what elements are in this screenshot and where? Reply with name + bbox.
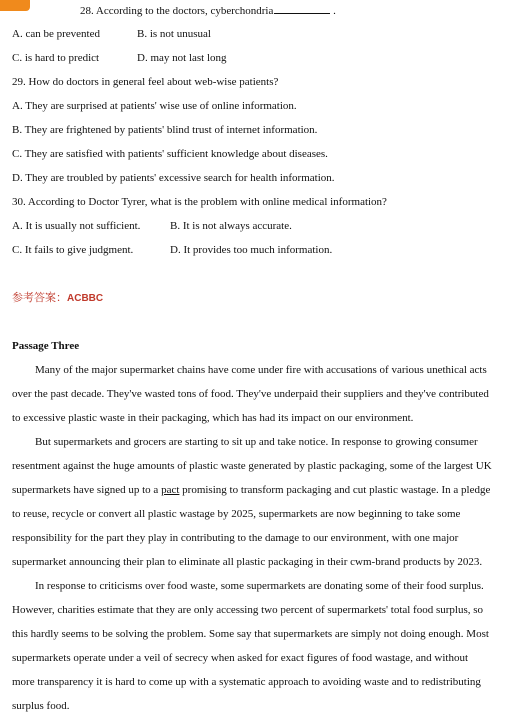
passage-line: However, charities estimate that they are only accessing two percent of supermarkets' total food surplus, so	[12, 604, 484, 616]
answer-key-value: ACBBC	[67, 293, 104, 304]
passage-line: In response to criticisms over food waste, some supermarkets are donating some of their food surplus.	[35, 580, 484, 592]
question-28-end: .	[330, 5, 336, 17]
passage-heading: Passage Three	[12, 340, 80, 352]
q29-option-a: A. They are surprised at patients' wise use of online information.	[12, 100, 297, 112]
q29-option-c: C. They are satisfied with patients' sufficient knowledge about diseases.	[12, 148, 328, 160]
question-28-stem	[80, 3, 336, 18]
passage-line: more transparency it is hard to come up with a systematic approach to avoiding waste and to redistributing	[12, 676, 481, 688]
underlined-word: pact	[161, 484, 180, 496]
passage-line: responsibility for the part they play in contributing to the damage to our environment, with one major	[12, 532, 459, 544]
q28-option-d: D. may not last long	[137, 52, 227, 64]
passage-line: this hardly seems to be solving the problem. Some say that supermarkets are simply not doing enough. Most	[12, 628, 489, 640]
q30-option-d: D. It provides too much information.	[170, 244, 333, 256]
brand-logo-icon	[0, 0, 30, 11]
passage-line: surplus food.	[12, 700, 70, 712]
passage-text: promising to transform packaging and cut plastic wastage. In a pledge	[182, 484, 491, 496]
passage-line	[12, 483, 490, 497]
passage-line: But supermarkets and grocers are starting to sit up and take notice. In response to growing consumer	[35, 436, 478, 448]
passage-line: to reuse, recycle or convert all plastic wastage by 2025, supermarkets are now beginning to take some	[12, 508, 461, 520]
passage-line: over the past decade. They've wasted tons of food. They've underpaid their suppliers and they've contributed	[12, 388, 489, 400]
passage-line: supermarkets operate under a veil of secrecy when asked for exact figures of food wastage, and without	[12, 652, 469, 664]
q29-option-b: B. They are frightened by patients' blind trust of internet information.	[12, 124, 318, 136]
q28-option-a: A. can be prevented	[12, 28, 100, 40]
answer-blank	[274, 3, 330, 14]
question-28-text: 28. According to the doctors, cyberchondria	[80, 5, 274, 17]
passage-line: resentment against the huge amounts of plastic waste generated by plastic packaging, some of the largest UK	[12, 460, 492, 472]
q30-option-a: A. It is usually not sufficient.	[12, 220, 141, 232]
q30-option-c: C. It fails to give judgment.	[12, 244, 134, 256]
q30-option-b: B. It is not always accurate.	[170, 220, 292, 232]
passage-line: to excessive plastic waste in their packaging, which has had its impact on our environment.	[12, 412, 414, 424]
answer-key	[12, 291, 103, 306]
q29-option-d: D. They are troubled by patients' excessive search for health information.	[12, 172, 335, 184]
q28-option-b: B. is not unusual	[137, 28, 211, 40]
passage-text: supermarkets have signed up to a	[12, 484, 159, 496]
question-29-stem: 29. How do doctors in general feel about web-wise patients?	[12, 76, 279, 88]
answer-key-label: 参考答案：	[12, 292, 67, 304]
passage-line: Many of the major supermarket chains have come under fire with accusations of various unethical acts	[35, 364, 487, 376]
question-30-stem: 30. According to Doctor Tyrer, what is the problem with online medical information?	[12, 196, 387, 208]
q28-option-c: C. is hard to predict	[12, 52, 100, 64]
passage-line: supermarket announcing their plan to eliminate all plastic packaging in their cwm-brand products by 2023.	[12, 556, 483, 568]
